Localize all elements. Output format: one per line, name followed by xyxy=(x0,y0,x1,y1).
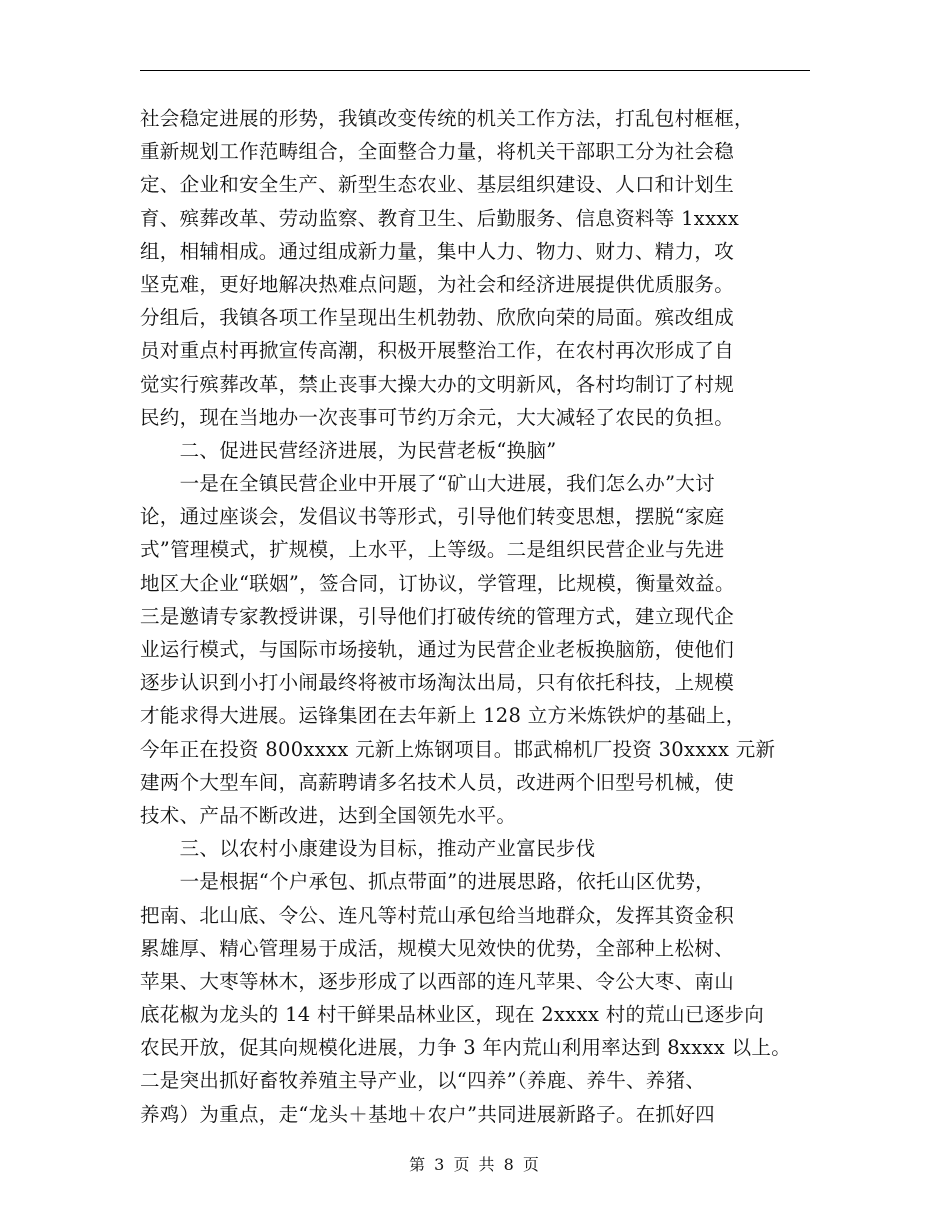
text-line: 今年正在投资 800xxxx 元新上炼钢项目。邯武棉机厂投资 30xxxx 元新 xyxy=(140,737,776,761)
page-footer: 第 3 页 共 8 页 xyxy=(409,1155,541,1174)
text-line: 业运行模式，与国际市场接轨，通过为民营企业老板换脑筋，使他们 xyxy=(140,638,735,661)
text-line: 底花椒为龙头的 14 村干鲜果品林业区，现在 2xxxx 村的荒山已逐步向 xyxy=(140,1003,765,1027)
text-line: 组，相辅相成。通过组成新力量，集中人力、物力、财力、精力，攻 xyxy=(140,239,735,263)
text-line: 二是突出抓好畜牧养殖主导产业，以“四养”（养鹿、养牛、养猪、 xyxy=(140,1069,706,1093)
text-line: 三是邀请专家教授讲课，引导他们打破传统的管理方式，建立现代企 xyxy=(140,604,735,628)
text-line: 二、促进民营经济进展，为民营老板“换脑” xyxy=(140,438,557,462)
text-line: 一是在全镇民营企业中开展了“矿山大进展，我们怎么办”大讨 xyxy=(140,472,715,496)
text-line: 民约，现在当地办一次丧事可节约万余元，大大减轻了农民的负担。 xyxy=(140,405,735,429)
document-body xyxy=(140,102,830,1131)
text-line: 分组后，我镇各项工作呈现出生机勃勃、欣欣向荣的局面。殡改组成 xyxy=(140,306,735,330)
text-line: 建两个大型车间，高薪聘请多名技术人员，改进两个旧型号机械，使 xyxy=(140,770,735,794)
text-line: 觉实行殡葬改革，禁止丧事大操大办的文明新风，各村均制订了村规 xyxy=(140,372,735,396)
text-line: 才能求得大进展。运锋集团在去年新上 128 立方米炼铁炉的基础上， xyxy=(140,704,746,728)
text-line: 社会稳定进展的形势，我镇改变传统的机关工作方法，打乱包村框框， xyxy=(140,107,754,130)
text-line: 逐步认识到小打小闹最终将被市场淘汰出局，只有依托科技，上规模 xyxy=(140,671,735,695)
text-line: 育、殡葬改革、劳动监察、教育卫生、后勤服务、信息资料等 1xxxx xyxy=(140,206,739,230)
text-line: 苹果、大枣等林木，逐步形成了以西部的连凡苹果、令公大枣、南山 xyxy=(140,969,735,993)
text-line: 把南、北山底、令公、连凡等村荒山承包给当地群众，发挥其资金积 xyxy=(140,903,735,927)
text-line: 农民开放，促其向规模化进展，力争 3 年内荒山利用率达到 8xxxx 以上。 xyxy=(140,1036,791,1060)
text-line: 地区大企业“联姻”，签合同，订协议，学管理，比规模，衡量效益。 xyxy=(140,571,735,595)
text-line: 定、企业和安全生产、新型生态农业、基层组织建设、人口和计划生 xyxy=(140,173,735,197)
text-line: 一是根据“个户承包、抓点带面”的进展思路，依托山区优势， xyxy=(140,870,715,894)
text-line: 重新规划工作范畴组合，全面整合力量，将机关干部职工分为社会稳 xyxy=(140,140,735,164)
text-line: 累雄厚、精心管理易于成活，规模大见效快的优势，全部种上松树、 xyxy=(140,936,735,960)
text-line: 技术、产品不断改进，达到全国领先水平。 xyxy=(140,803,517,827)
text-line: 养鸡）为重点，走“龙头＋基地＋农户”共同进展新路子。在抓好四 xyxy=(140,1102,715,1126)
text-line: 坚克难，更好地解决热难点问题，为社会和经济进展提供优质服务。 xyxy=(140,272,735,296)
text-line: 论，通过座谈会，发倡议书等形式，引导他们转变思想，摆脱“家庭 xyxy=(140,505,725,529)
text-line: 员对重点村再掀宣传高潮，积极开展整治工作，在农村再次形成了自 xyxy=(140,339,735,363)
header-rule xyxy=(140,70,810,71)
text-line: 三、以农村小康建设为目标，推动产业富民步伐 xyxy=(140,837,596,861)
text-line: 式”管理模式，扩规模，上水平，上等级。二是组织民营企业与先进 xyxy=(140,538,725,562)
